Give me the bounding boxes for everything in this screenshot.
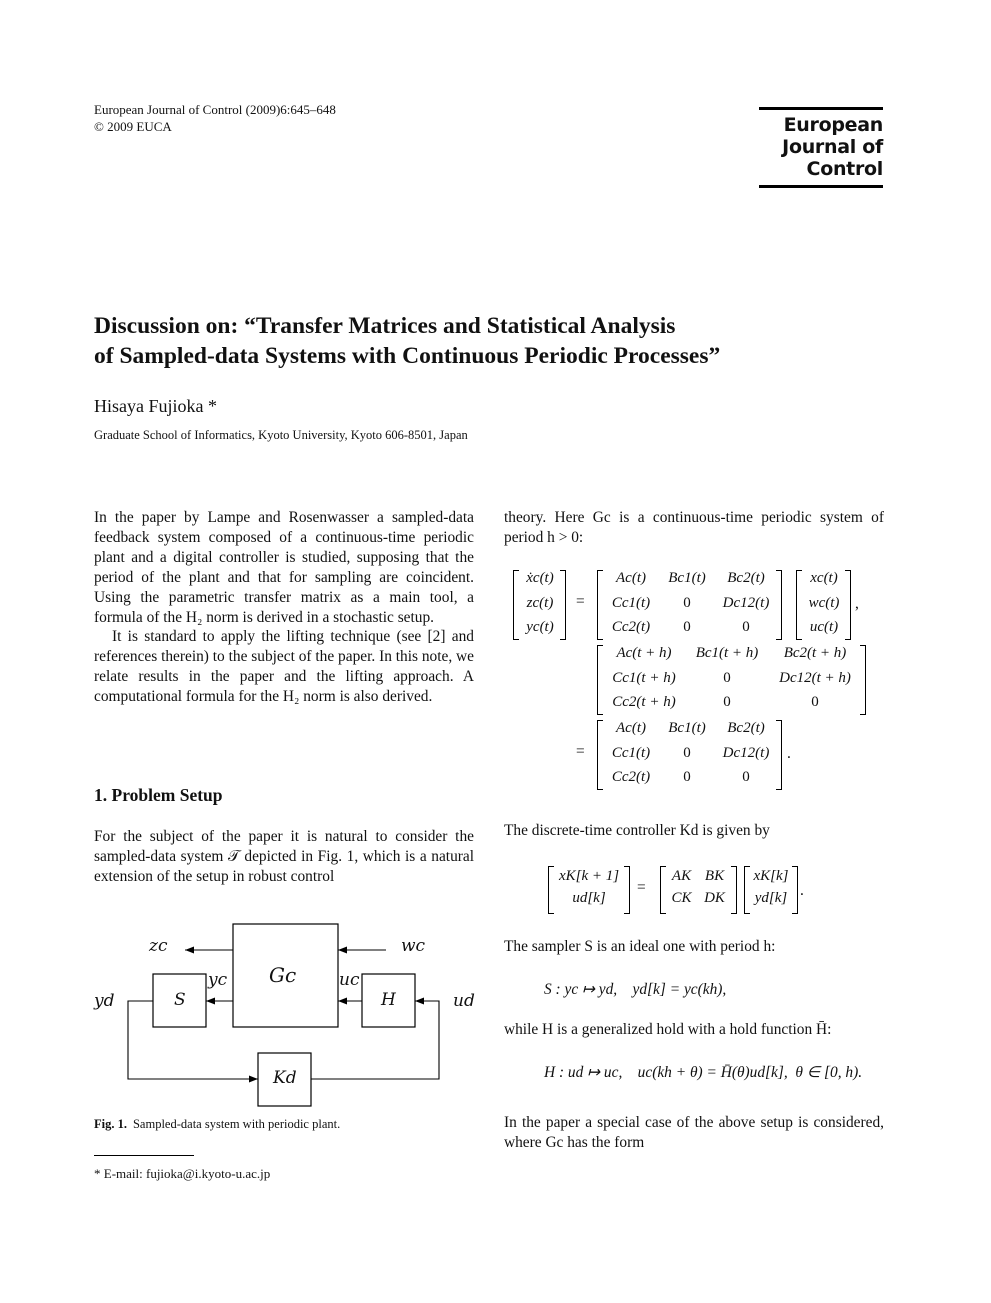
wc-label: wc [401,936,426,956]
right-column-special-case [504,1113,884,1153]
yc-label: yc [208,970,228,990]
copyright: © 2009 EUCA [94,119,172,134]
ud-path [311,1001,439,1079]
kd-label: Kd [273,1068,297,1088]
caption-text: Sampled-data system with periodic plant. [132,1117,341,1131]
section-heading: 1. Problem Setup [94,785,223,805]
s-label: S [174,990,186,1010]
right-column-sampler [504,937,884,957]
paragraph-hold: while H is a generalized hold with a hold function H̄: [504,1021,832,1038]
right-column-theory [504,508,884,548]
figure-caption [94,1117,340,1132]
title-line-2: of Sampled-data Systems with Continuous Periodic Processes” [94,343,721,369]
paragraph-theory: theory. Here Gc is a continuous-time periodic system of period h > 0: [504,509,884,546]
author: Hisaya Fujioka * [94,396,217,416]
caption-label: Fig. 1. [94,1117,127,1131]
paragraph-setup: For the subject of the paper it is natural to consider the sampled-data system 𝒯 depicted in Fig. 1, which is a natural extension of the setup in robust control [94,828,474,885]
eq1-matrix-shift: Ac(t + h) Bc1(t + h) Bc2(t + h) Cc1(t + h) 0 Dc12(t + h) Cc2(t + h) 0 0 [612,645,851,710]
paragraph-controller: The discrete-time controller Kd is given by [504,822,770,839]
footnote: * E-mail: fujioka@i.kyoto-u.ac.jp [94,1166,271,1181]
eq1-lhs-vector: ẋc(t) zc(t) yc(t) [526,570,554,635]
affiliation: Graduate School of Informatics, Kyoto University, Kyoto 606-8501, Japan [94,428,468,442]
right-column-hold [504,1020,884,1040]
paragraph-special-case: In the paper a special case of the above setup is considered, where Gc has the form [504,1114,884,1151]
equation-3: S : yc ↦ yd, yd[k] = yc(kh), [544,981,727,998]
eq2-rhs-vector: xK[k] yd[k] [753,868,789,906]
citation: European Journal of Control (2009)6:645–648 [94,102,336,117]
paragraph-sampler: The sampler S is an ideal one with period h: [504,938,776,955]
yd-path [128,1001,258,1079]
left-column-intro [94,508,474,707]
equation-4: H : ud ↦ uc, uc(kh + θ) = H̄(θ)ud[k], θ ∈ [0, h). [544,1064,863,1081]
footnote-rule [94,1155,194,1156]
right-column-controller [504,821,884,841]
yd-label: yd [94,991,115,1011]
gc-label: Gc [269,963,297,987]
title-line-1: Discussion on: “Transfer Matrices and Statistical Analysis [94,313,676,339]
uc-label: uc [339,970,360,990]
left-column-setup [94,827,474,887]
eq2-lhs-vector: xK[k + 1] ud[k] [558,868,620,906]
journal-logo [759,107,883,188]
logo-line-3: Control [806,158,883,180]
journal-header [94,101,336,135]
paragraph-intro: In the paper by Lampe and Rosenwasser a sampled-data feedback system composed of a continuous-time periodic plant and a digital controller is studied, supposing that the period of the plant and that for sampling are coincident. Using the parametric transfer matrix as a main tool, a formula of the H₂ norm is derived in a stochastic setup. [94,509,474,626]
logo-line-1: European [783,114,883,136]
eq1-matrix-repeat: Ac(t) Bc1(t) Bc2(t) Cc1(t) 0 Dc12(t) Cc2(t) 0 0 [611,720,770,785]
paper-title [94,311,894,371]
eq1-matrix: Ac(t) Bc1(t) Bc2(t) Cc1(t) 0 Dc12(t) Cc2(t) 0 0 [611,570,770,635]
eq1-equals: = [576,593,585,610]
eq2-matrix: AK BK CK DK [671,868,725,906]
logo-line-2: Journal of [782,136,883,158]
zc-label: zc [149,936,168,956]
eq1-rhs-vector: xc(t) wc(t) uc(t) [808,570,840,635]
ud-label: ud [453,991,475,1011]
h-label: H [381,990,396,1010]
paragraph-lifting: It is standard to apply the lifting technique (see [2] and references therein) to the subject of the paper. In this note, we relate results in the paper and the lifting approach. A computational formula for the H₂ norm is also derived. [94,628,474,706]
